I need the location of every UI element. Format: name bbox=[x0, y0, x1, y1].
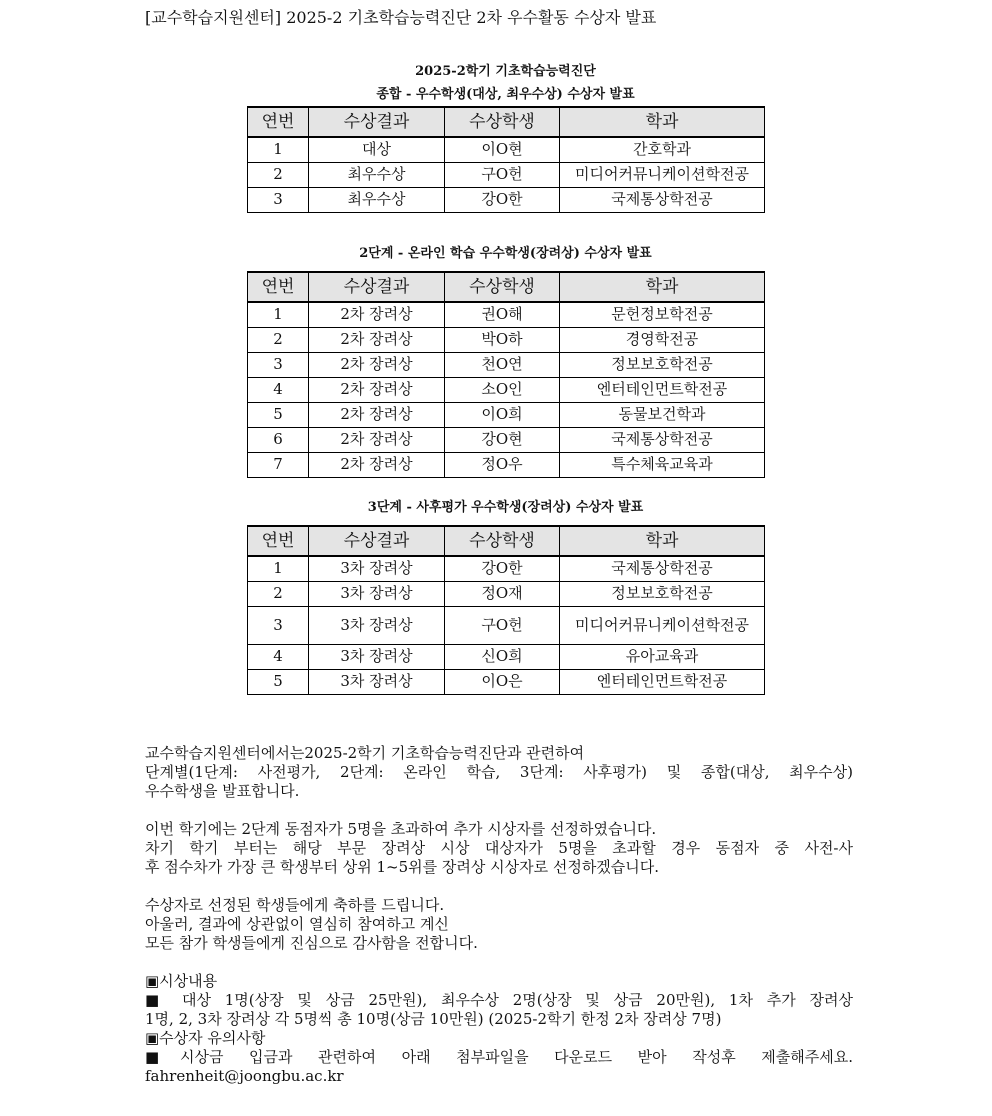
cell-result: 3차 장려상 bbox=[309, 556, 445, 581]
cell-no: 3 bbox=[248, 187, 309, 212]
table-row bbox=[248, 162, 765, 187]
notice-line: 차기 학기 부터는 해당 부문 장려상 시상 대상자가 5명을 초과할 경우 동점자 중 사전-사 bbox=[145, 839, 853, 857]
table-row bbox=[248, 302, 765, 327]
table-row bbox=[248, 352, 765, 377]
cell-student: 강O한 bbox=[445, 556, 560, 581]
cell-student: 강O현 bbox=[445, 427, 560, 452]
table-row bbox=[248, 581, 765, 606]
header-student: 수상학생 bbox=[445, 272, 560, 302]
awards-table-stage2 bbox=[247, 271, 765, 478]
cell-student: 이O현 bbox=[445, 137, 560, 162]
section-overall bbox=[247, 60, 764, 213]
cell-no: 2 bbox=[248, 581, 309, 606]
cell-student: 이O희 bbox=[445, 402, 560, 427]
cell-no: 1 bbox=[248, 556, 309, 581]
cell-result: 2차 장려상 bbox=[309, 352, 445, 377]
header-no: 연번 bbox=[248, 107, 309, 137]
cell-dept: 경영학전공 bbox=[560, 327, 765, 352]
cell-student: 천O연 bbox=[445, 352, 560, 377]
cell-result: 대상 bbox=[309, 137, 445, 162]
cell-no: 3 bbox=[248, 352, 309, 377]
cell-result: 3차 장려상 bbox=[309, 606, 445, 644]
table-row bbox=[248, 402, 765, 427]
cell-dept: 엔터테인먼트학전공 bbox=[560, 377, 765, 402]
cell-no: 3 bbox=[248, 606, 309, 644]
intro-line: 교수학습지원센터에서는2025-2학기 기초학습능력진단과 관련하여 bbox=[145, 744, 585, 762]
cell-dept: 국제통상학전공 bbox=[560, 427, 765, 452]
table-row bbox=[248, 556, 765, 581]
header-result: 수상결과 bbox=[309, 107, 445, 137]
cell-student: 정O우 bbox=[445, 452, 560, 477]
congrats-line: 모든 참가 학생들에게 진심으로 감사함을 전합니다. bbox=[145, 934, 478, 952]
cell-no: 5 bbox=[248, 402, 309, 427]
cell-dept: 정보보호학전공 bbox=[560, 352, 765, 377]
award-heading: ▣시상내용 bbox=[145, 972, 218, 990]
notice-line: 이번 학기에는 2단계 동점자가 5명을 초과하여 추가 시상자를 선정하였습니다. bbox=[145, 820, 657, 838]
cell-student: 신O희 bbox=[445, 644, 560, 669]
congrats-line: 수상자로 선정된 학생들에게 축하를 드립니다. bbox=[145, 896, 445, 914]
cell-student: 구O헌 bbox=[445, 606, 560, 644]
cell-no: 6 bbox=[248, 427, 309, 452]
header-no: 연번 bbox=[248, 272, 309, 302]
cell-dept: 간호학과 bbox=[560, 137, 765, 162]
cell-no: 7 bbox=[248, 452, 309, 477]
cell-student: 정O재 bbox=[445, 581, 560, 606]
cell-dept: 엔터테인먼트학전공 bbox=[560, 669, 765, 694]
cell-result: 2차 장려상 bbox=[309, 427, 445, 452]
header-dept: 학과 bbox=[560, 107, 765, 137]
table-title: 종합 - 우수학생(대상, 최우수상) 수상자 발표 bbox=[376, 87, 635, 102]
cell-dept: 특수체육교육과 bbox=[560, 452, 765, 477]
table-title: 3단계 - 사후평가 우수학생(장려상) 수상자 발표 bbox=[367, 500, 644, 515]
award-line: ■ 대상 1명(상장 및 상금 25만원), 최우수상 2명(상장 및 상금 20만원), 1차 추가 장려상 bbox=[145, 991, 853, 1009]
cell-result: 최우수상 bbox=[309, 162, 445, 187]
document-title: [교수학습지원센터] 2025-2 기초학습능력진단 2차 우수활동 수상자 발표 bbox=[145, 8, 657, 27]
cell-student: 강O한 bbox=[445, 187, 560, 212]
header-student: 수상학생 bbox=[445, 107, 560, 137]
cell-result: 2차 장려상 bbox=[309, 377, 445, 402]
cell-student: 이O은 bbox=[445, 669, 560, 694]
cell-dept: 동물보건학과 bbox=[560, 402, 765, 427]
cell-no: 1 bbox=[248, 137, 309, 162]
cell-dept: 미디어커뮤니케이션학전공 bbox=[560, 606, 765, 644]
cell-student: 소O인 bbox=[445, 377, 560, 402]
table-header-row bbox=[248, 272, 765, 302]
table-title: 2단계 - 온라인 학습 우수학생(장려상) 수상자 발표 bbox=[359, 246, 652, 261]
cell-dept: 문헌정보학전공 bbox=[560, 302, 765, 327]
congrats-line: 아울러, 결과에 상관없이 열심히 참여하고 계신 bbox=[145, 915, 449, 933]
cell-no: 5 bbox=[248, 669, 309, 694]
table-header-row bbox=[248, 526, 765, 556]
cell-result: 3차 장려상 bbox=[309, 669, 445, 694]
table-row bbox=[248, 187, 765, 212]
cell-result: 최우수상 bbox=[309, 187, 445, 212]
cell-student: 권O해 bbox=[445, 302, 560, 327]
awards-table-stage3 bbox=[247, 525, 765, 695]
header-result: 수상결과 bbox=[309, 526, 445, 556]
header-dept: 학과 bbox=[560, 526, 765, 556]
header-student: 수상학생 bbox=[445, 526, 560, 556]
cell-result: 2차 장려상 bbox=[309, 302, 445, 327]
header-result: 수상결과 bbox=[309, 272, 445, 302]
cell-dept: 유아교육과 bbox=[560, 644, 765, 669]
table-header-row bbox=[248, 107, 765, 137]
main-heading: 2025-2학기 기초학습능력진단 bbox=[415, 64, 596, 79]
section-stage2 bbox=[247, 242, 764, 478]
cell-student: 박O하 bbox=[445, 327, 560, 352]
cell-no: 4 bbox=[248, 377, 309, 402]
cell-no: 4 bbox=[248, 644, 309, 669]
cell-dept: 국제통상학전공 bbox=[560, 187, 765, 212]
table-row bbox=[248, 377, 765, 402]
notice-line: 후 점수차가 가장 큰 학생부터 상위 1~5위를 장려상 시상자로 선정하겠습니다. bbox=[145, 858, 660, 876]
contact-email[interactable]: fahrenheit@joongbu.ac.kr bbox=[145, 1067, 344, 1085]
table-row bbox=[248, 606, 765, 644]
intro-line: 우수학생을 발표합니다. bbox=[145, 782, 300, 800]
table-row bbox=[248, 427, 765, 452]
intro-line: 단계별(1단계: 사전평가, 2단계: 온라인 학습, 3단계: 사후평가) 및 종합(대상, 최우수상) bbox=[145, 763, 853, 781]
cell-no: 1 bbox=[248, 302, 309, 327]
cell-dept: 정보보호학전공 bbox=[560, 581, 765, 606]
instruction-line: ■시상금 입금과 관련하여 아래 첨부파일을 다운로드 받아 작성후 제출해주세요. bbox=[145, 1048, 853, 1066]
table-row bbox=[248, 644, 765, 669]
header-dept: 학과 bbox=[560, 272, 765, 302]
announcement-body bbox=[145, 744, 853, 1086]
cell-no: 2 bbox=[248, 327, 309, 352]
cell-result: 2차 장려상 bbox=[309, 452, 445, 477]
table-row bbox=[248, 137, 765, 162]
table-row bbox=[248, 327, 765, 352]
award-line: 1명, 2, 3차 장려상 각 5명씩 총 10명(상금 10만원) (2025-2학기 한정 2차 장려상 7명) bbox=[145, 1010, 722, 1028]
table-row bbox=[248, 669, 765, 694]
cell-no: 2 bbox=[248, 162, 309, 187]
cell-result: 3차 장려상 bbox=[309, 644, 445, 669]
cell-result: 3차 장려상 bbox=[309, 581, 445, 606]
cell-dept: 미디어커뮤니케이션학전공 bbox=[560, 162, 765, 187]
awards-table-overall bbox=[247, 106, 765, 213]
section-stage3 bbox=[247, 496, 764, 695]
cell-dept: 국제통상학전공 bbox=[560, 556, 765, 581]
cell-student: 구O헌 bbox=[445, 162, 560, 187]
notice-heading: ▣수상자 유의사항 bbox=[145, 1029, 266, 1047]
cell-result: 2차 장려상 bbox=[309, 402, 445, 427]
cell-result: 2차 장려상 bbox=[309, 327, 445, 352]
header-no: 연번 bbox=[248, 526, 309, 556]
table-row bbox=[248, 452, 765, 477]
